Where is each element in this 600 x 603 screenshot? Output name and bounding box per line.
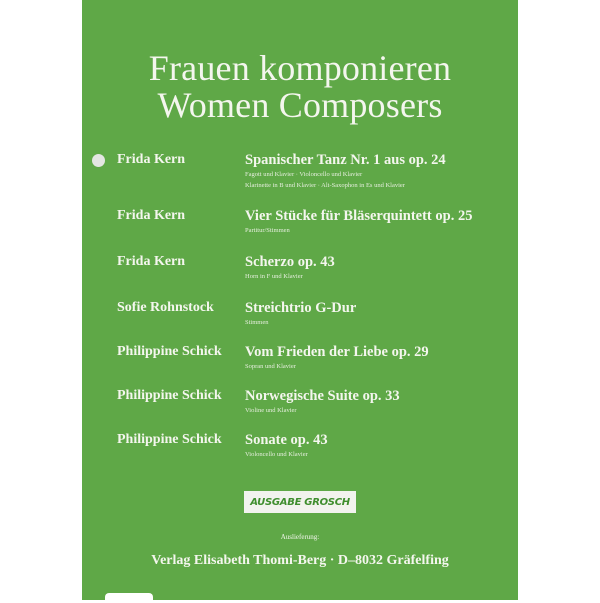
composer: Sofie Rohnstock	[117, 300, 214, 315]
cover	[82, 0, 518, 600]
work-title: Norwegische Suite op. 33	[245, 388, 400, 404]
instrumentation: Stimmen	[245, 319, 269, 326]
instrumentation: Violoncello und Klavier	[245, 451, 308, 458]
bullet-icon	[92, 154, 105, 167]
instrumentation: Sopran und Klavier	[245, 363, 296, 370]
instrumentation: Partitur/Stimmen	[245, 227, 290, 234]
composer: Frida Kern	[117, 208, 186, 223]
composer: Philippine Schick	[117, 432, 222, 447]
distribution-label: Auslieferung:	[280, 533, 320, 541]
work-title: Scherzo op. 43	[245, 254, 335, 270]
publisher: Verlag Elisabeth Thomi-Berg · D–8032 Gräfelfing	[151, 553, 449, 568]
instrumentation: Horn in F und Klavier	[245, 273, 303, 280]
work-title: Streichtrio G-Dur	[245, 300, 357, 316]
edition-logo-text: AUSGABE GROSCH	[250, 496, 350, 508]
instrumentation: Violine und Klavier	[245, 407, 297, 414]
title-german: Frauen komponieren	[148, 48, 452, 88]
work-title: Sonate op. 43	[245, 432, 328, 448]
edition-logo	[244, 491, 356, 513]
work-title: Vier Stücke für Bläserquintett op. 25	[245, 208, 473, 224]
work-title: Vom Frieden der Liebe op. 29	[245, 344, 429, 360]
instrumentation: Fagott und Klavier · Violoncello und Klavier	[245, 171, 363, 178]
composer: Frida Kern	[117, 254, 186, 269]
instrumentation: Klarinette in B und Klavier · Alt-Saxophon in Es und Klavier	[245, 182, 405, 189]
composer: Philippine Schick	[117, 388, 222, 403]
title-english: Women Composers	[157, 85, 443, 125]
work-title: Spanischer Tanz Nr. 1 aus op. 24	[245, 152, 446, 168]
composer: Frida Kern	[117, 152, 186, 167]
label-tab	[105, 593, 153, 603]
composer: Philippine Schick	[117, 344, 222, 359]
